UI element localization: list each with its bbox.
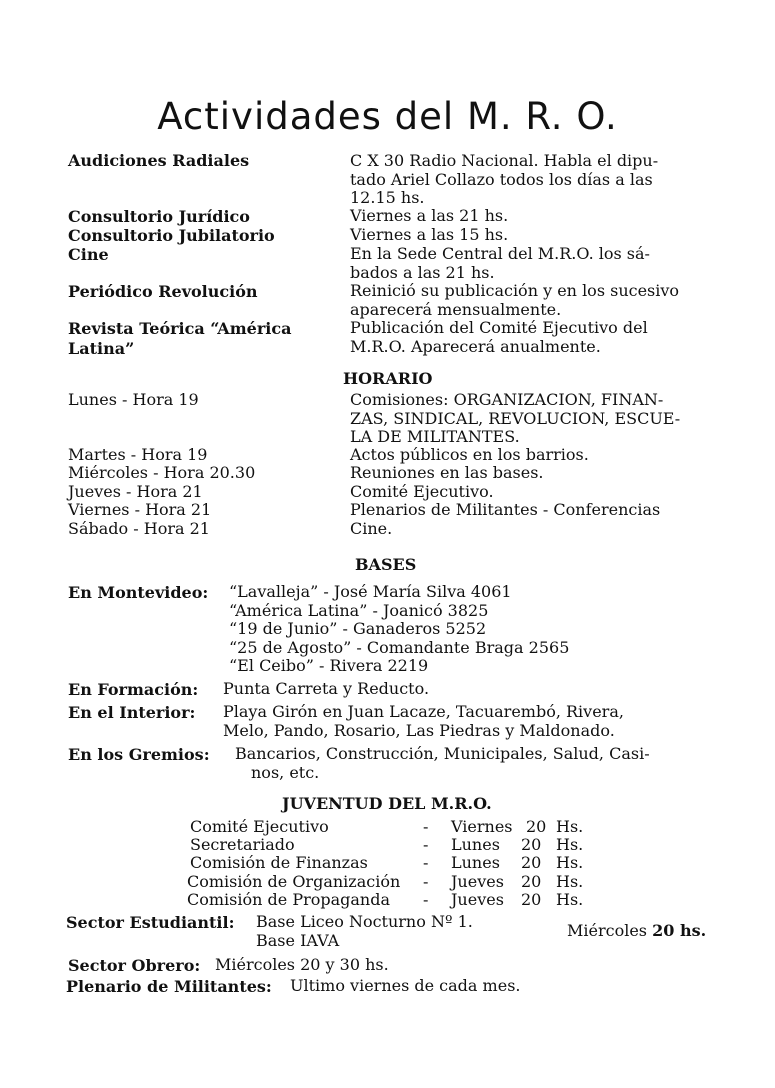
juventud-hour-1: 20: [526, 817, 547, 836]
juventud-dash-4: -: [423, 872, 429, 891]
juventud-name-2: Secretariado: [190, 835, 295, 854]
activity-desc-line: bados a las 21 hs.: [350, 262, 495, 282]
horario-day-miercoles: Miércoles - Hora 20.30: [68, 463, 256, 482]
bases-formacion-value: Punta Carreta y Reducto.: [223, 679, 430, 698]
activity-desc-cine: [350, 245, 650, 282]
activity-desc-jubilatorio: Viernes a las 15 hs.: [350, 225, 509, 244]
horario-day-sabado: Sábado - Hora 21: [68, 519, 210, 538]
juventud-hour-2: 20: [521, 835, 542, 854]
activity-desc-line: tado Ariel Collazo todos los días a las: [350, 169, 653, 189]
activity-label-revista: [68, 319, 291, 359]
horario-desc-lunes: [350, 391, 680, 447]
horario-desc-line: ZAS, SINDICAL, REVOLUCION, ESCUE-: [350, 408, 681, 428]
horario-desc-jueves: Comité Ejecutivo.: [350, 482, 494, 501]
juventud-unit-3: Hs.: [556, 853, 584, 872]
activity-desc-periodico: [350, 282, 679, 319]
activity-label-revista-line-2: Latina”: [68, 339, 135, 358]
list-item: “Lavalleja” - José María Silva 4061: [229, 582, 512, 601]
list-item: “25 de Agosto” - Comandante Braga 2565: [229, 637, 570, 657]
activity-desc-juridico: Viernes a las 21 hs.: [350, 206, 509, 225]
activity-label-periodico: Periódico Revolución: [68, 282, 258, 301]
estudiantil-base-line: Base Liceo Nocturno Nº 1.: [256, 912, 473, 931]
juventud-name-5: Comisión de Propaganda: [187, 890, 391, 909]
horario-desc-line: LA DE MILITANTES.: [350, 427, 520, 446]
interior-line: Melo, Pando, Rosario, Las Piedras y Maldonado.: [223, 720, 615, 740]
horario-desc-viernes: Plenarios de Militantes - Conferencias: [350, 500, 661, 519]
juventud-unit-5: Hs.: [556, 890, 584, 909]
interior-line: Playa Girón en Juan Lacaze, Tacuarembó, Rivera,: [223, 702, 624, 721]
juventud-hour-5: 20: [521, 890, 542, 909]
bases-formacion-label: En Formación:: [68, 680, 199, 699]
activity-desc-line: M.R.O. Aparecerá anualmente.: [350, 336, 601, 356]
activity-label-juridico: Consultorio Jurídico: [68, 207, 250, 226]
activity-label-revista-line-1: Revista Teórica “América: [68, 319, 292, 338]
juventud-day-2: Lunes: [451, 835, 500, 854]
activity-desc-line: En la Sede Central del M.R.O. los sá-: [350, 244, 650, 263]
plenario-label: Plenario de Militantes:: [66, 977, 272, 996]
juventud-name-4: Comisión de Organización: [187, 872, 401, 891]
activity-desc-line: 12.15 hs.: [350, 188, 425, 207]
juventud-hour-4: 20: [521, 872, 542, 891]
juventud-name-3: Comisión de Finanzas: [190, 853, 368, 872]
plenario-value: Ultimo viernes de cada mes.: [290, 976, 521, 995]
bases-gremios-label: En los Gremios:: [68, 745, 210, 764]
list-item: “El Ceibo” - Rivera 2219: [229, 656, 429, 675]
list-item: “19 de Junio” - Ganaderos 5252: [229, 619, 487, 638]
obrero-value: Miércoles 20 y 30 hs.: [215, 955, 389, 974]
bases-montevideo-list: [229, 583, 569, 676]
activity-label-jubilatorio: Consultorio Jubilatorio: [68, 226, 275, 245]
horario-desc-martes: Actos públicos en los barrios.: [350, 445, 589, 464]
estudiantil-time-hour: 20 hs.: [652, 921, 707, 940]
activity-label-cine: Cine: [68, 245, 109, 264]
bases-interior-value: [223, 703, 624, 740]
juventud-dash-1: -: [423, 817, 429, 836]
juventud-dash-5: -: [423, 890, 429, 909]
juventud-name-1: Comité Ejecutivo: [190, 817, 329, 836]
juventud-dash-2: -: [423, 835, 429, 854]
page-title: Actividades del M. R. O.: [157, 95, 618, 138]
gremios-line: Bancarios, Construcción, Municipales, Salud, Casi-: [235, 744, 650, 763]
horario-day-martes: Martes - Hora 19: [68, 445, 208, 464]
juventud-unit-1: Hs.: [556, 817, 584, 836]
horario-desc-sabado: Cine.: [350, 519, 393, 538]
activity-label-radio: Audiciones Radiales: [68, 151, 250, 170]
list-item: “América Latina” - Joanicó 3825: [229, 600, 489, 620]
estudiantil-time: [567, 922, 706, 941]
activity-desc-line: Reinició su publicación y en los sucesivo: [350, 281, 680, 300]
bases-gremios-value: [235, 745, 650, 782]
juventud-day-4: Jueves: [451, 872, 504, 891]
estudiantil-base-line: Base IAVA: [256, 930, 340, 950]
estudiantil-bases: [256, 913, 473, 950]
horario-heading: HORARIO: [343, 369, 433, 388]
obrero-label: Sector Obrero:: [68, 956, 201, 975]
juventud-unit-4: Hs.: [556, 872, 584, 891]
horario-day-jueves: Jueves - Hora 21: [68, 482, 203, 501]
bases-interior-label: En el Interior:: [68, 703, 196, 722]
juventud-unit-2: Hs.: [556, 835, 584, 854]
activity-desc-line: Publicación del Comité Ejecutivo del: [350, 318, 648, 337]
bases-heading: BASES: [355, 555, 417, 574]
horario-day-viernes: Viernes - Hora 21: [68, 500, 212, 519]
juventud-day-5: Jueves: [451, 890, 504, 909]
estudiantil-time-day: Miércoles: [567, 921, 648, 940]
activity-desc-line: C X 30 Radio Nacional. Habla el dipu-: [350, 151, 659, 170]
horario-day-lunes: Lunes - Hora 19: [68, 390, 199, 409]
juventud-hour-3: 20: [521, 853, 542, 872]
activity-desc-radio: [350, 152, 658, 208]
juventud-heading: JUVENTUD DEL M.R.O.: [282, 794, 492, 813]
gremios-line: nos, etc.: [251, 762, 320, 782]
estudiantil-label: Sector Estudiantil:: [66, 913, 235, 932]
horario-desc-line: Comisiones: ORGANIZACION, FINAN-: [350, 390, 664, 409]
horario-desc-miercoles: Reuniones en las bases.: [350, 463, 544, 482]
bases-montevideo-label: En Montevideo:: [68, 583, 209, 602]
activity-desc-line: aparecerá mensualmente.: [350, 299, 562, 319]
juventud-day-3: Lunes: [451, 853, 500, 872]
juventud-day-1: Viernes: [451, 817, 513, 836]
activity-desc-revista: [350, 319, 648, 356]
juventud-dash-3: -: [423, 853, 429, 872]
